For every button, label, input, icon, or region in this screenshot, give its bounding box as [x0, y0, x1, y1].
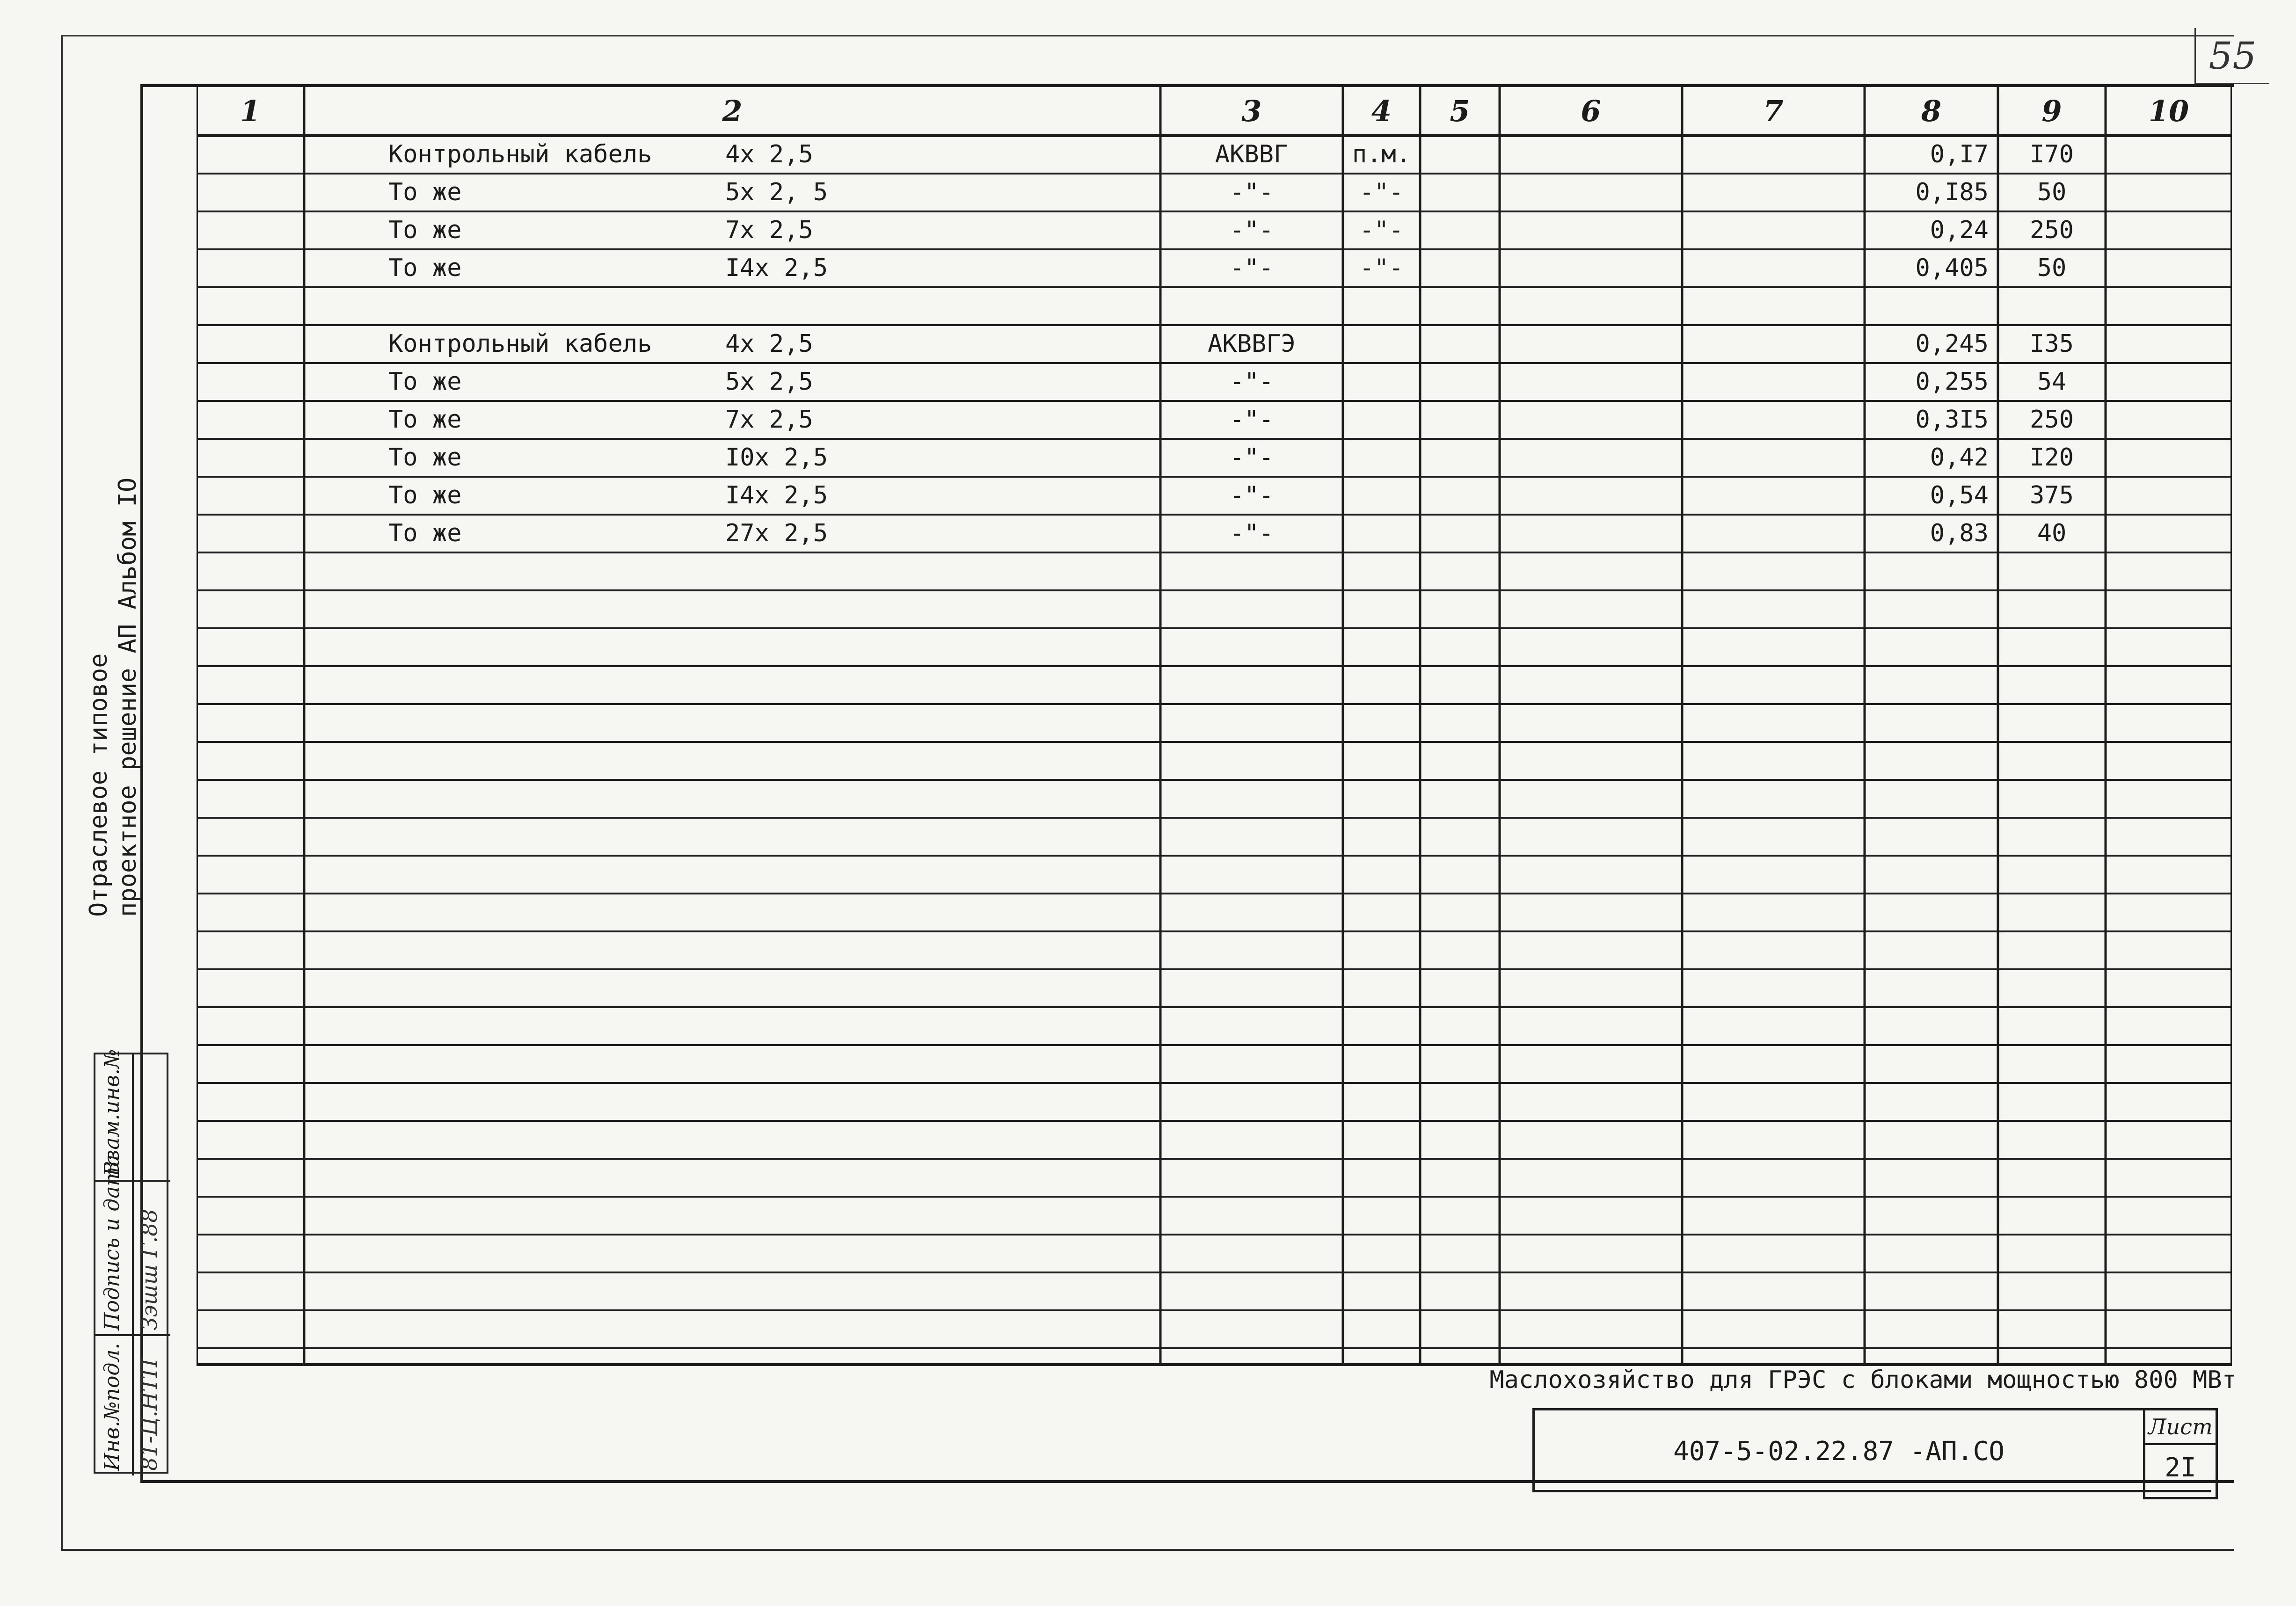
cell-c8: 0,83: [1930, 519, 1989, 547]
cell-size: 4х 2,5: [725, 140, 813, 168]
cell-unit: [1345, 515, 1418, 552]
cell-size: 4х 2,5: [725, 330, 813, 358]
cell-brand: -"-: [1230, 254, 1274, 282]
col-header: 8: [1921, 94, 1942, 128]
cell-unit: -"-: [1359, 178, 1404, 206]
cell-c9: 50: [2037, 254, 2067, 282]
cell-brand: АКВВГ: [1215, 140, 1289, 168]
project-title: Маслохозяйство для ГРЭС с блоками мощностью 800 МВт: [1489, 1366, 2237, 1394]
cell-name: Контрольный кабель: [388, 140, 652, 168]
inventory-number-label: Инв.№подл.: [100, 1343, 124, 1471]
cell-brand: -"-: [1230, 406, 1274, 434]
col-header: 6: [1581, 94, 1601, 128]
cell-size: 5х 2,5: [725, 368, 813, 396]
cell-unit: [1345, 363, 1418, 400]
cell-unit: -"-: [1359, 254, 1404, 282]
cell-c9: 54: [2037, 368, 2067, 396]
cell-unit: -"-: [1359, 216, 1404, 244]
col-header: 5: [1450, 94, 1470, 128]
signature-date-label: Подпись и дата: [100, 1154, 124, 1330]
cell-name: То же: [388, 178, 462, 206]
cell-name: Контрольный кабель: [388, 330, 652, 358]
col-header: 9: [2041, 94, 2062, 128]
col-header: 2: [722, 94, 743, 128]
cell-c8: 0,24: [1930, 216, 1989, 244]
sheet-corner-number: 55: [2194, 28, 2269, 84]
col-header: 7: [1763, 94, 1784, 128]
cell-name: То же: [388, 519, 462, 547]
sheet-label: Лист: [2145, 1410, 2216, 1445]
cell-size: I0х 2,5: [725, 443, 828, 472]
cell-name: То же: [388, 254, 462, 282]
cell-unit: п.м.: [1352, 140, 1411, 168]
cell-c9: I35: [2030, 330, 2074, 358]
cell-size: 7х 2,5: [725, 216, 813, 244]
cell-c8: 0,245: [1915, 330, 1989, 358]
side-title-line2: проектное решение АП Альбом IO: [114, 477, 142, 917]
cell-c8: 0,54: [1930, 481, 1989, 509]
cell-c9: I20: [2030, 443, 2074, 472]
cell-c8: 0,255: [1915, 368, 1989, 396]
cell-brand: АКВВГЭ: [1208, 330, 1296, 358]
cell-name: То же: [388, 406, 462, 434]
cell-size: 7х 2,5: [725, 406, 813, 434]
cell-unit: [1345, 477, 1418, 514]
cell-c8: 0,405: [1915, 254, 1989, 282]
cell-size: 5х 2, 5: [725, 178, 828, 206]
document-code: 407-5-02.22.87 -АП.СО: [1673, 1436, 2004, 1467]
cell-c9: 375: [2030, 481, 2074, 509]
cell-c9: 40: [2037, 519, 2067, 547]
cell-size: I4х 2,5: [725, 481, 828, 509]
inventory-number-value: 81-Ц.НТП: [137, 1359, 162, 1471]
col-header: 4: [1371, 94, 1392, 128]
cell-c8: 0,42: [1930, 443, 1989, 472]
specification-table: [197, 84, 2232, 1366]
cell-c8: 0,3I5: [1915, 406, 1989, 434]
cell-c9: 250: [2030, 406, 2074, 434]
cell-unit: [1345, 287, 1418, 325]
cell-brand: -"-: [1230, 443, 1274, 472]
signature-date-value: Зэшш Г.88: [137, 1209, 162, 1330]
cell-brand: -"-: [1230, 481, 1274, 509]
sheet-number-box: [2143, 1408, 2218, 1499]
cell-c8: [1867, 287, 1989, 325]
cell-unit: [1345, 401, 1418, 438]
side-title-line1: Отраслевое типовое: [85, 653, 113, 917]
cell-c9: 50: [2037, 178, 2067, 206]
cell-size: I4х 2,5: [725, 254, 828, 282]
cell-unit: [1345, 439, 1418, 476]
title-block: [1532, 1408, 2211, 1492]
cell-brand: -"-: [1230, 178, 1274, 206]
col-header: 1: [240, 94, 261, 128]
cell-name: То же: [388, 216, 462, 244]
cell-c9: [2000, 287, 2103, 325]
cell-name: То же: [388, 443, 462, 472]
side-title: [84, 449, 142, 917]
sheet-number: 2I: [2165, 1453, 2196, 1483]
cell-c8: 0,I7: [1930, 140, 1989, 168]
cell-c8: 0,I85: [1915, 178, 1989, 206]
cell-unit: [1345, 325, 1418, 363]
cell-size: 27х 2,5: [725, 519, 828, 547]
cell-brand: -"-: [1230, 216, 1274, 244]
cell-c9: I70: [2030, 140, 2074, 168]
cell-name: [388, 287, 763, 325]
cell-name: То же: [388, 481, 462, 509]
cell-brand: -"-: [1230, 519, 1274, 547]
approval-stamp: [94, 1049, 168, 1474]
col-header: 10: [2148, 94, 2189, 128]
cell-size: [725, 287, 969, 325]
cell-brand: -"-: [1230, 368, 1274, 396]
replace-inv-label: Взам.инв.№: [100, 1049, 124, 1176]
col-header: 3: [1241, 94, 1262, 128]
cell-c9: 250: [2030, 216, 2074, 244]
cell-name: То же: [388, 368, 462, 396]
cell-brand: [1167, 287, 1336, 325]
